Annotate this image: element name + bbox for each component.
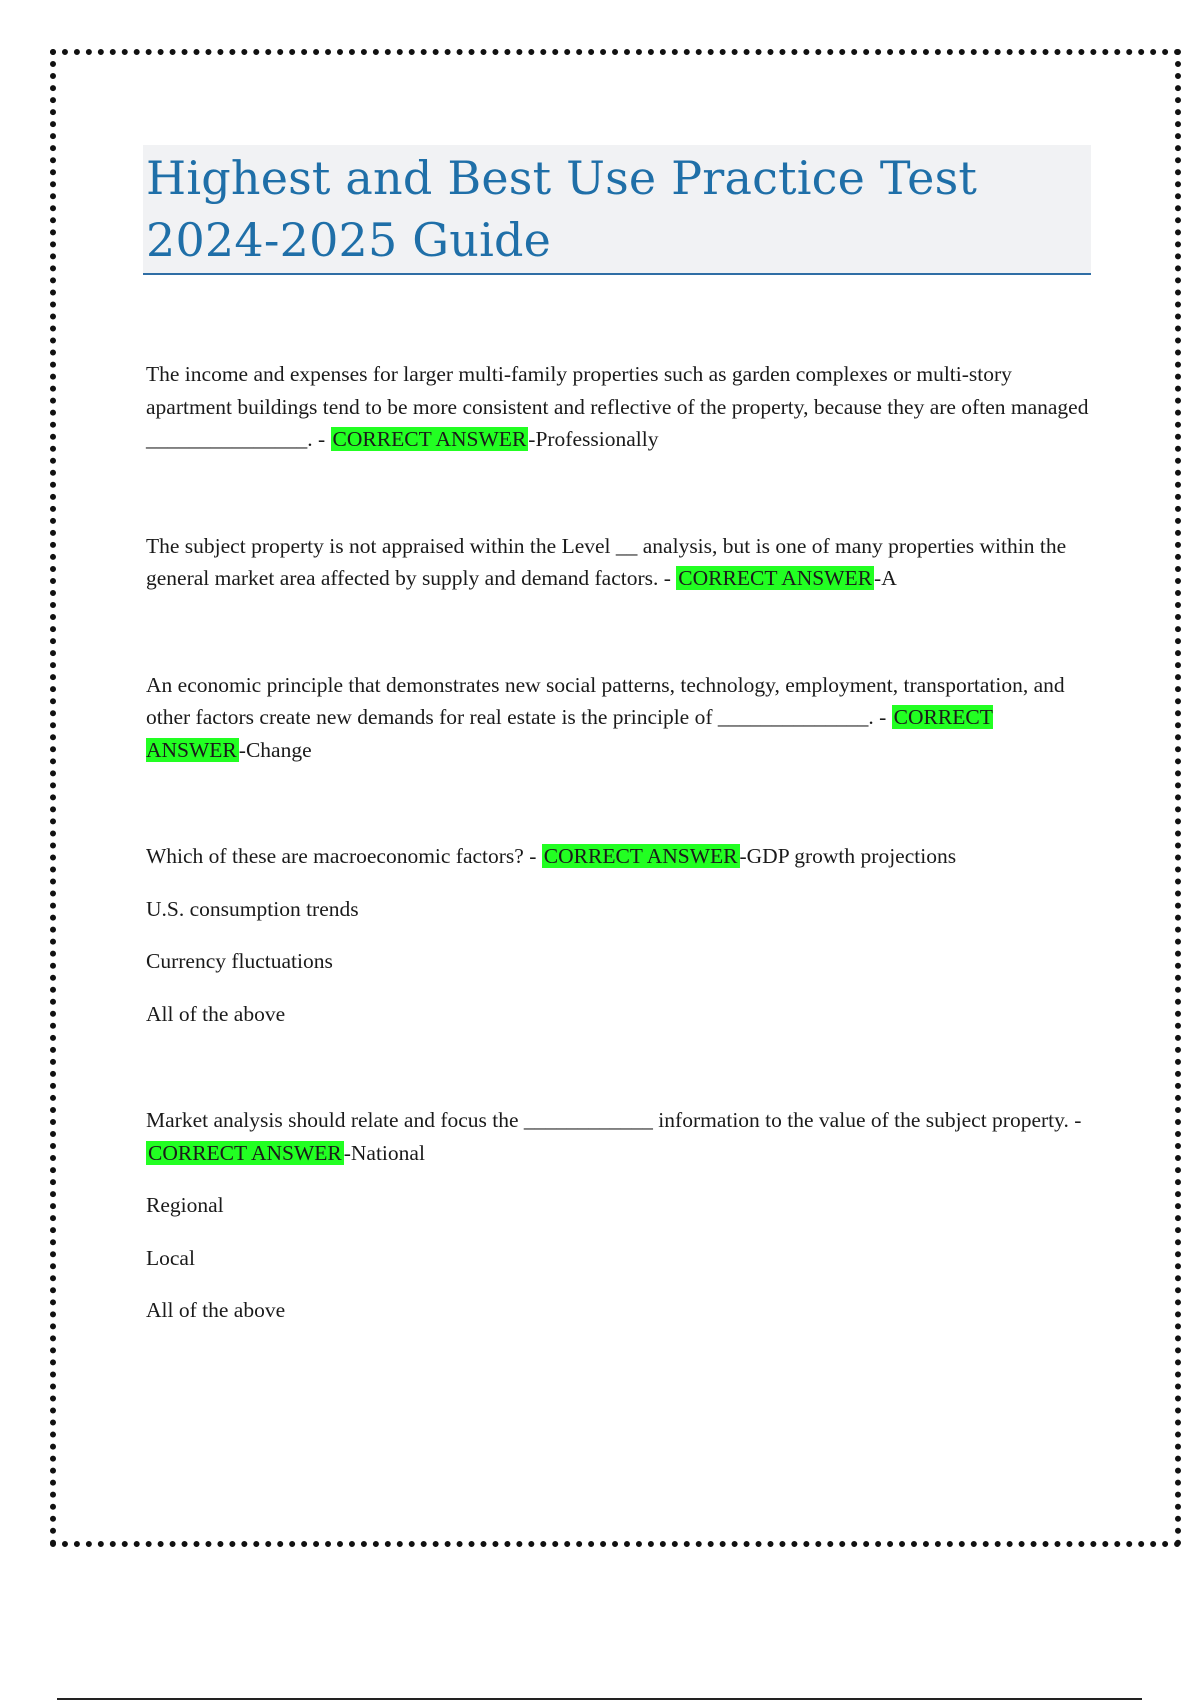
- question-block: [146, 840, 1091, 1030]
- answer-option: All of the above: [146, 1001, 286, 1026]
- correct-answer-label: CORRECT ANSWER: [678, 566, 873, 590]
- answer-option: Regional: [146, 1193, 224, 1217]
- correct-answer-label: CORRECT ANSWER: [543, 844, 738, 868]
- correct-answer-label: CORRECT ANSWER: [148, 1140, 342, 1165]
- question-prompt: The subject property is not appraised within the Level __ analysis, but is one of many properties within the general market area affected by supply and demand factors. -: [146, 533, 1067, 590]
- question-block: [146, 358, 1091, 456]
- question-block: [146, 669, 1091, 767]
- answer-text: -National: [343, 1140, 425, 1165]
- question-text: [146, 840, 1091, 873]
- answer-text: -Change: [238, 737, 312, 762]
- answer-text: -Professionally: [528, 427, 659, 451]
- question-text: [146, 358, 1091, 456]
- answer-text: -GDP growth projections: [739, 844, 957, 868]
- question-block: [146, 1104, 1091, 1327]
- question-text: [146, 530, 1091, 595]
- correct-answer-label: CORRECT ANSWER: [332, 427, 527, 451]
- question-text: [146, 669, 1091, 767]
- answer-option: U.S. consumption trends: [146, 896, 359, 921]
- answer-option: Currency fluctuations: [146, 949, 333, 973]
- questions-container: [146, 358, 1091, 1401]
- question-prompt: The income and expenses for larger multi-family properties such as garden complexes or multi-story apartment buildings tend to be more consistent and reflective of the property, because they are often managed _______________. -: [146, 362, 1089, 451]
- answer-option: All of the above: [146, 1298, 286, 1322]
- answer-option: Local: [146, 1245, 195, 1270]
- correct-answer-label: CORRECT ANSWER: [146, 705, 993, 762]
- document-title: Highest and Best Use Practice Test 2024-2025 Guide: [146, 151, 978, 267]
- question-prompt: An economic principle that demonstrates new social patterns, technology, employment, transportation, and other factors create new demands for real estate is the principle of ______________. -: [146, 672, 1065, 729]
- question-prompt: Market analysis should relate and focus the ____________ information to the value of the subject property. -: [146, 1108, 1082, 1132]
- question-text: [146, 1104, 1091, 1169]
- question-block: [146, 530, 1091, 595]
- question-prompt: Which of these are macroeconomic factors? -: [146, 844, 542, 868]
- answer-text: -A: [874, 566, 897, 590]
